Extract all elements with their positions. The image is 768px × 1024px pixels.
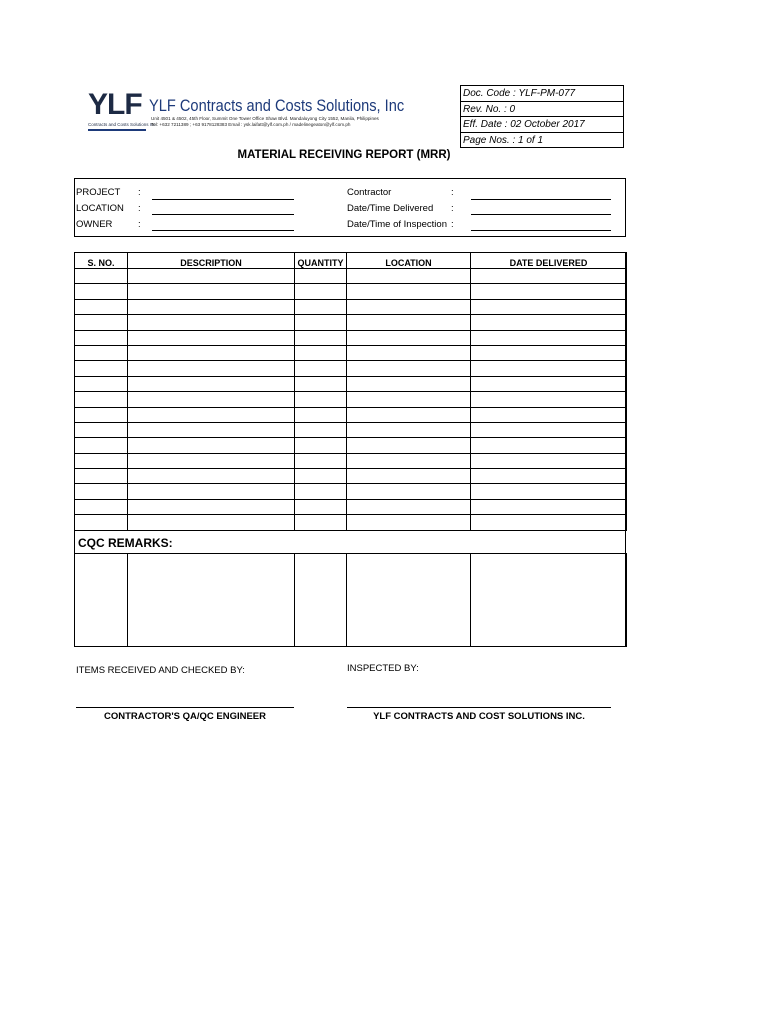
company-logo-mark: YLF <box>88 88 142 121</box>
table-row <box>75 269 627 284</box>
table-cell[interactable] <box>347 453 471 468</box>
table-cell[interactable] <box>347 361 471 376</box>
date-inspection-field[interactable] <box>471 230 611 231</box>
cqc-remarks-label: CQC REMARKS: <box>74 530 626 554</box>
table-cell[interactable] <box>295 499 347 514</box>
table-cell[interactable] <box>347 284 471 299</box>
table-cell[interactable] <box>75 284 128 299</box>
table-row <box>75 484 627 499</box>
table-row <box>75 407 627 422</box>
table-cell[interactable] <box>295 515 347 530</box>
table-cell[interactable] <box>75 345 128 360</box>
page-nos: Page Nos. : 1 of 1 <box>463 134 544 146</box>
table-cell[interactable] <box>347 330 471 345</box>
table-cell[interactable] <box>471 407 627 422</box>
date-delivered-label: Date/Time Delivered <box>347 203 434 214</box>
table-row <box>75 515 627 530</box>
table-row <box>75 453 627 468</box>
materials-table <box>74 252 627 531</box>
location-sep: : <box>138 203 141 214</box>
table-row <box>75 299 627 314</box>
table-cell[interactable] <box>471 269 627 284</box>
table-cell[interactable] <box>75 376 128 391</box>
received-signature-line[interactable] <box>76 707 294 708</box>
table-cell[interactable] <box>471 438 627 453</box>
table-cell[interactable] <box>295 453 347 468</box>
remarks-cell[interactable] <box>347 554 471 647</box>
owner-label: OWNER <box>76 219 113 230</box>
table-cell[interactable] <box>347 484 471 499</box>
project-sep: : <box>138 187 141 198</box>
inspected-by-label: INSPECTED BY: <box>347 663 419 674</box>
document-control-box <box>460 85 624 148</box>
table-cell[interactable] <box>75 515 128 530</box>
table-cell[interactable] <box>295 422 347 437</box>
table-cell[interactable] <box>471 392 627 407</box>
location-label: LOCATION <box>76 203 124 214</box>
table-cell[interactable] <box>295 315 347 330</box>
contractor-label: Contractor <box>347 187 392 198</box>
table-cell[interactable] <box>128 330 295 345</box>
company-address <box>151 116 379 128</box>
owner-sep: : <box>138 219 141 230</box>
location-field[interactable] <box>152 214 294 215</box>
ylf-inspector-role: YLF CONTRACTS AND COST SOLUTIONS INC. <box>373 711 585 722</box>
contractor-sep: : <box>451 187 454 198</box>
date-inspection-label: Date/Time of Inspection <box>347 219 447 230</box>
inspected-signature-line[interactable] <box>347 707 611 708</box>
table-row <box>75 330 627 345</box>
table-cell[interactable] <box>128 484 295 499</box>
table-cell[interactable] <box>347 422 471 437</box>
table-cell[interactable] <box>295 376 347 391</box>
table-cell[interactable] <box>75 330 128 345</box>
table-cell[interactable] <box>75 438 128 453</box>
table-cell[interactable] <box>295 284 347 299</box>
table-cell[interactable] <box>471 499 627 514</box>
remarks-table <box>74 553 627 647</box>
address-line-1: Unit 4501 & 4502, 45th Floor, Summit One Tower Office Shaw Blvd. Mandaluyong City 1552, Manila, Philippines <box>151 116 379 121</box>
table-cell[interactable] <box>128 345 295 360</box>
table-cell[interactable] <box>128 515 295 530</box>
table-cell[interactable] <box>347 407 471 422</box>
table-cell[interactable] <box>75 269 128 284</box>
address-line-2: Tel: +632 7211389 ; +63 9178128383 Email : ysk.laifatt@ylf.com.ph / madelinegeaton@ylf.com.ph <box>151 122 351 127</box>
table-row <box>75 422 627 437</box>
rev-no: Rev. No. : 0 <box>461 102 623 118</box>
table-cell[interactable] <box>347 469 471 484</box>
table-cell[interactable] <box>75 315 128 330</box>
remarks-row <box>75 554 627 647</box>
remarks-cell[interactable] <box>295 554 347 647</box>
table-cell[interactable] <box>347 515 471 530</box>
table-cell[interactable] <box>347 376 471 391</box>
table-cell[interactable] <box>75 361 128 376</box>
date-delivered-sep: : <box>451 203 454 214</box>
table-row <box>75 469 627 484</box>
doc-code: Doc. Code : YLF-PM-077 <box>461 86 623 102</box>
table-row <box>75 392 627 407</box>
table-cell[interactable] <box>128 376 295 391</box>
received-checked-label: ITEMS RECEIVED AND CHECKED BY: <box>76 665 245 676</box>
table-row <box>75 315 627 330</box>
table-cell[interactable] <box>295 330 347 345</box>
header-description: DESCRIPTION <box>128 253 295 269</box>
table-cell[interactable] <box>128 284 295 299</box>
table-cell[interactable] <box>347 269 471 284</box>
table-cell[interactable] <box>295 438 347 453</box>
table-header-row <box>75 253 627 269</box>
table-cell[interactable] <box>295 469 347 484</box>
header-sno: S. NO. <box>75 253 128 269</box>
project-field[interactable] <box>152 199 294 200</box>
logo-underline <box>88 129 146 131</box>
table-cell[interactable] <box>128 453 295 468</box>
table-cell[interactable] <box>347 438 471 453</box>
contractor-qaqc-role: CONTRACTOR'S QA/QC ENGINEER <box>103 711 266 722</box>
date-delivered-field[interactable] <box>471 214 611 215</box>
table-row <box>75 284 627 299</box>
table-cell[interactable] <box>471 515 627 530</box>
table-cell[interactable] <box>471 361 627 376</box>
table-cell[interactable] <box>75 469 128 484</box>
table-row <box>75 345 627 360</box>
table-cell[interactable] <box>128 361 295 376</box>
owner-field[interactable] <box>152 230 294 231</box>
table-cell[interactable] <box>295 407 347 422</box>
eff-date: Eff. Date : 02 October 2017 <box>461 117 623 133</box>
table-cell[interactable] <box>128 422 295 437</box>
table-body <box>75 269 627 531</box>
table-row <box>75 361 627 376</box>
remarks-cell[interactable] <box>75 554 128 647</box>
table-row <box>75 376 627 391</box>
table-cell[interactable] <box>295 392 347 407</box>
header-date-delivered: DATE DELIVERED <box>471 253 627 269</box>
project-label: PROJECT <box>76 187 121 198</box>
table-cell[interactable] <box>75 484 128 499</box>
table-cell[interactable] <box>471 315 627 330</box>
company-name: YLF Contracts and Costs Solutions, Inc <box>149 96 405 115</box>
table-cell[interactable] <box>471 469 627 484</box>
table-cell[interactable] <box>75 299 128 314</box>
table-cell[interactable] <box>347 499 471 514</box>
table-cell[interactable] <box>471 376 627 391</box>
table-cell[interactable] <box>128 392 295 407</box>
company-logo-subtext: Contracts and Costs Solutions Inc <box>88 122 156 127</box>
table-row <box>75 438 627 453</box>
table-cell[interactable] <box>295 299 347 314</box>
report-title: MATERIAL RECEIVING REPORT (MRR) <box>237 149 451 161</box>
table-cell[interactable] <box>471 453 627 468</box>
table-cell[interactable] <box>128 269 295 284</box>
header-quantity: QUANTITY <box>295 253 347 269</box>
table-cell[interactable] <box>75 392 128 407</box>
table-cell[interactable] <box>471 299 627 314</box>
contractor-field[interactable] <box>471 199 611 200</box>
table-cell[interactable] <box>347 299 471 314</box>
date-inspection-sep: : <box>451 219 454 230</box>
table-cell[interactable] <box>128 499 295 514</box>
table-cell[interactable] <box>295 361 347 376</box>
table-cell[interactable] <box>128 407 295 422</box>
table-cell[interactable] <box>75 407 128 422</box>
remarks-cell[interactable] <box>128 554 295 647</box>
table-cell[interactable] <box>295 269 347 284</box>
table-cell[interactable] <box>128 438 295 453</box>
header-location: LOCATION <box>347 253 471 269</box>
table-cell[interactable] <box>471 484 627 499</box>
table-cell[interactable] <box>128 315 295 330</box>
table-cell[interactable] <box>75 453 128 468</box>
table-cell[interactable] <box>471 422 627 437</box>
table-cell[interactable] <box>128 469 295 484</box>
table-cell[interactable] <box>295 484 347 499</box>
table-cell[interactable] <box>347 315 471 330</box>
table-cell[interactable] <box>347 345 471 360</box>
table-cell[interactable] <box>295 345 347 360</box>
table-cell[interactable] <box>471 284 627 299</box>
table-row <box>75 499 627 514</box>
table-cell[interactable] <box>471 345 627 360</box>
table-cell[interactable] <box>75 499 128 514</box>
table-cell[interactable] <box>347 392 471 407</box>
table-cell[interactable] <box>75 422 128 437</box>
table-cell[interactable] <box>471 330 627 345</box>
table-cell[interactable] <box>128 299 295 314</box>
remarks-cell[interactable] <box>471 554 627 647</box>
